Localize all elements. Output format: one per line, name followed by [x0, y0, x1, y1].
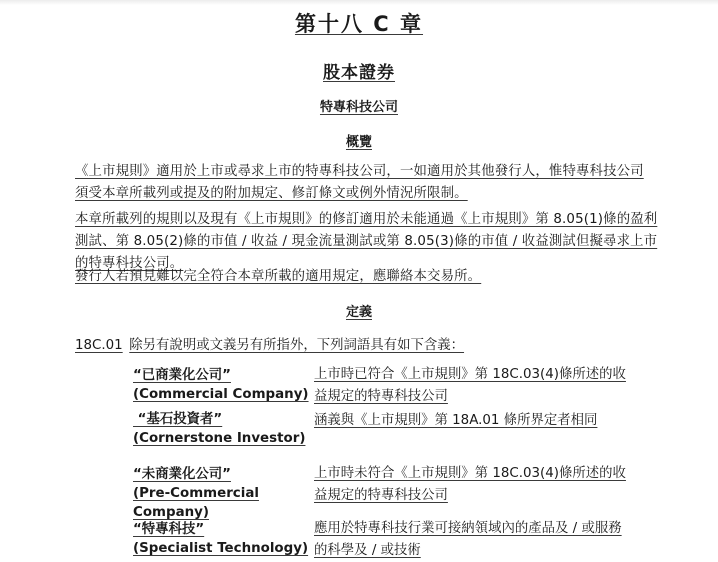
meaning-line: 上市時未符合《上市規則》第 18C.03(4)條所述的收 [314, 466, 626, 481]
definition-term-pre-commercial-company [133, 465, 259, 522]
subsection-title-overview [0, 131, 718, 150]
meaning-line: 應用於特專科技行業可接納領域內的產品及 / 或服務 [314, 521, 622, 536]
clause-number: 18C.01 [75, 338, 123, 353]
meaning-line: 涵義與《上市規則》第 18A.01 條所界定者相同 [314, 413, 598, 428]
term-english: (Specialist Technology) [133, 541, 309, 556]
meaning-line: 益規定的特專科技公司 [314, 389, 448, 404]
term-chinese: “基石投資者” [133, 412, 223, 427]
term-english: (Pre-Commercial [133, 486, 259, 501]
term-chinese: “特專科技” [133, 522, 205, 537]
overview-paragraph-3 [75, 266, 645, 288]
definition-term-cornerstone-investor [133, 410, 305, 448]
meaning-line: 益規定的特專科技公司 [314, 488, 448, 503]
paragraph-line: 本章所載列的規則以及現有《上市規則》的修訂適用於未能通過《上市規則》第 8.05(1)條的盈利 [75, 212, 658, 227]
definition-term-commercial-company [133, 366, 309, 404]
definition-meaning-specialist-technology [314, 518, 622, 562]
subject-title [0, 58, 718, 83]
clause-text: 除另有說明或文義另有所指外，下列詞語具有如下含義： [129, 338, 465, 353]
paragraph-line: 《上市規則》適用於上市或尋求上市的特專科技公司，一如適用於其他發行人，惟特專科技公司 [75, 164, 644, 179]
term-english: (Cornerstone Investor) [133, 431, 306, 446]
term-english-cont: Company) [133, 505, 209, 520]
paragraph-line: 須受本章所載列或提及的附加規定、修訂條文或例外情況所限制。 [75, 186, 468, 201]
overview-paragraph-1 [75, 161, 645, 205]
clause-18c01 [75, 334, 464, 353]
term-chinese: “已商業化公司” [133, 368, 231, 383]
section-title-text: 特專科技公司 [319, 100, 398, 115]
paragraph-line: 的特專科技公司。 [75, 256, 184, 271]
subject-title-text: 股本證券 [323, 63, 395, 83]
term-english: (Commercial Company) [133, 387, 309, 402]
definition-meaning-pre-commercial-company [314, 463, 626, 507]
chapter-title-text: 第十八 C 章 [294, 12, 424, 36]
definition-meaning-cornerstone-investor [314, 410, 597, 432]
definitions-heading [0, 301, 718, 320]
meaning-line: 上市時已符合《上市規則》第 18C.03(4)條所述的收 [314, 367, 626, 382]
definition-meaning-commercial-company [314, 364, 626, 408]
paragraph-line: 測試、第 8.05(2)條的市值 / 收益 / 現金流量測試或第 8.05(3)條的市值 / 收益測試但擬尋求上市 [75, 234, 658, 249]
subsection-title-text: 概覽 [345, 135, 372, 150]
page-top-shadow [0, 0, 718, 5]
paragraph-line: 發行人若預見難以完全符合本章所載的適用規定，應聯絡本交易所。 [75, 269, 482, 284]
meaning-line: 的科學及 / 或技術 [314, 543, 421, 558]
definition-term-specialist-technology [133, 520, 308, 558]
chapter-title [0, 8, 718, 38]
term-chinese: “未商業化公司” [133, 467, 231, 482]
section-title [0, 96, 718, 115]
definitions-heading-text: 定義 [345, 305, 372, 320]
